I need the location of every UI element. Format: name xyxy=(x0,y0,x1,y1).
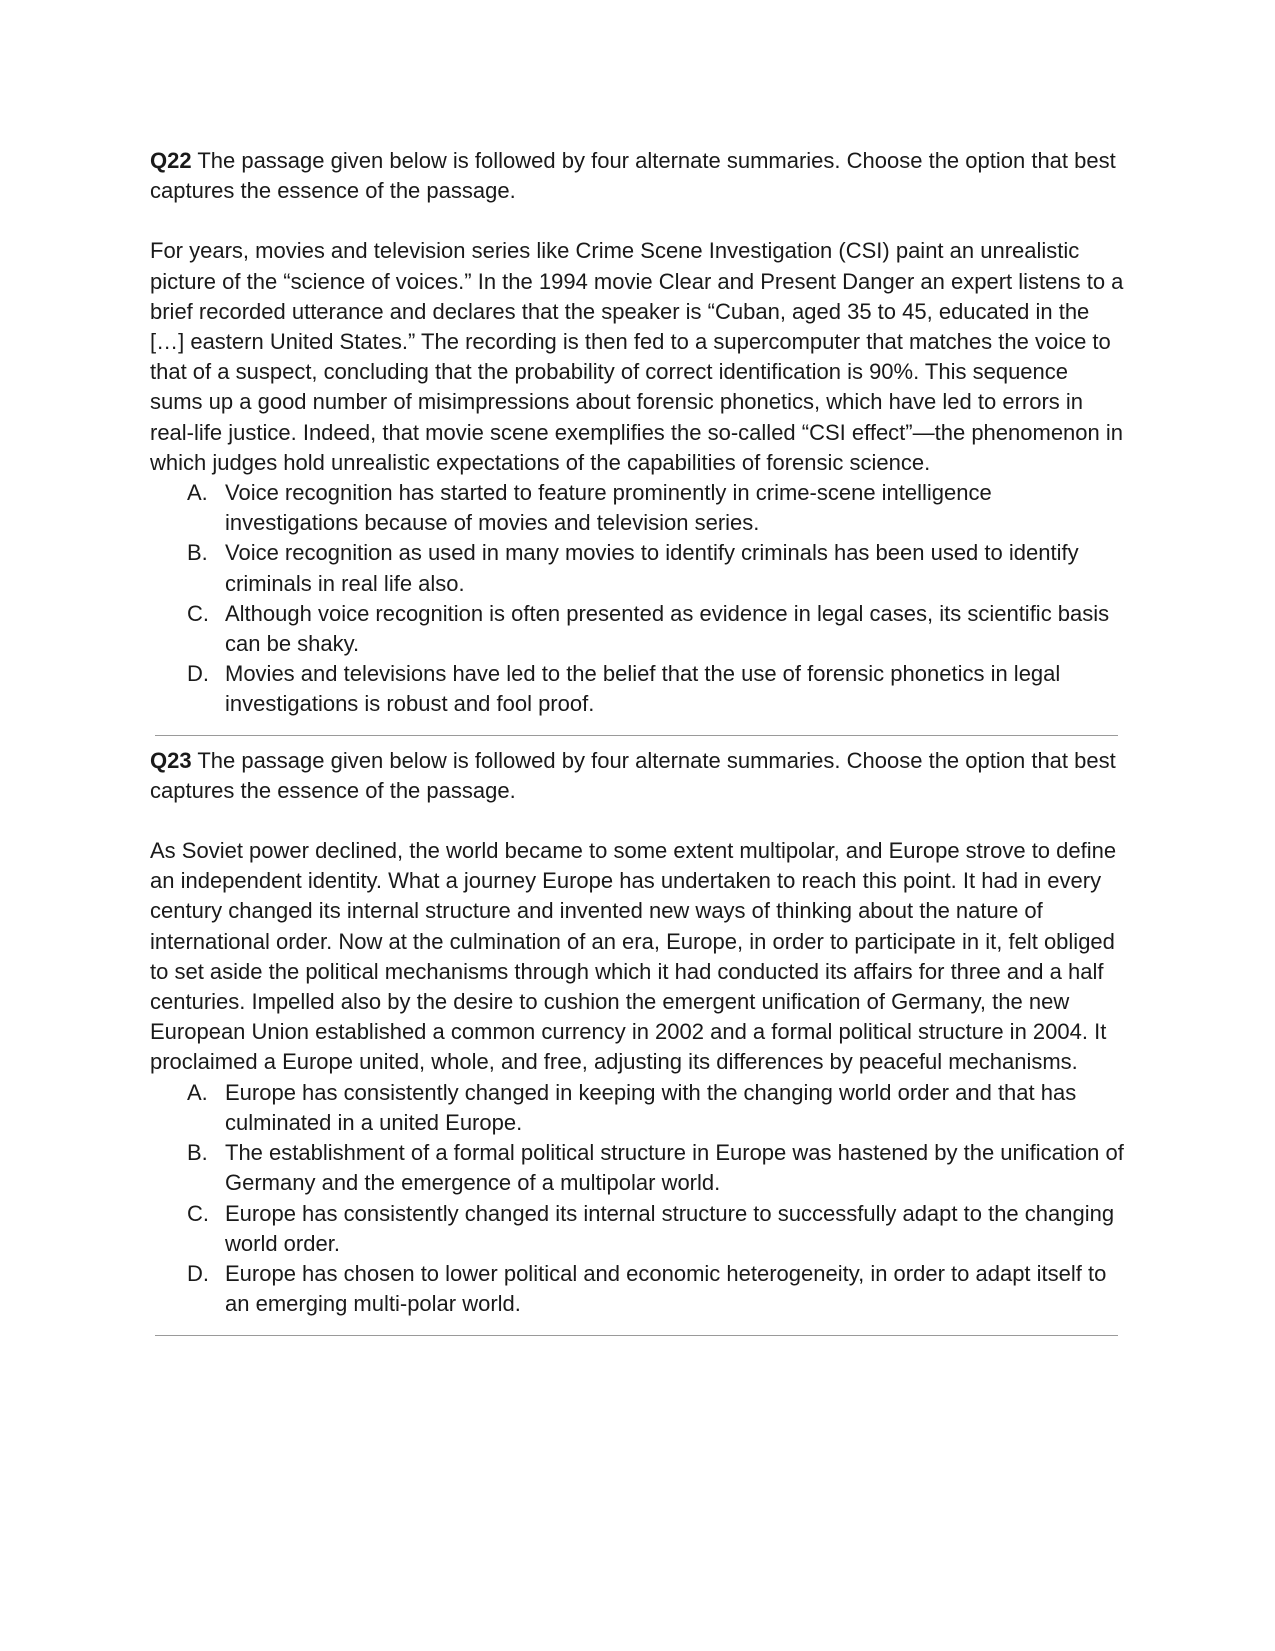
option-text: Europe has consistently changed its internal structure to successfully adapt to the changing world order. xyxy=(225,1200,1115,1256)
section-divider xyxy=(155,1335,1118,1336)
answer-options xyxy=(150,1078,1125,1320)
section-divider xyxy=(155,735,1118,736)
passage-text: As Soviet power declined, the world became to some extent multipolar, and Europe strove to define an independent identity. What a journey Europe has undertaken to reach this point. It had in every century changed its internal structure and invented new ways of thinking about the nature of international order. Now at the culmination of an era, Europe, in order to participate in it, felt obliged to set aside the political mechanisms through which it had conducted its affairs for three and a half centuries. Impelled also by the desire to cushion the emergent unification of Germany, the new European Union established a common currency in 2002 and a formal political structure in 2004. It proclaimed a Europe united, whole, and free, adjusting its differences by peaceful mechanisms. xyxy=(150,838,1117,1075)
question-prompt xyxy=(150,746,1125,806)
question-prompt-text: The passage given below is followed by four alternate summaries. Choose the option that best captures the essence of the passage. xyxy=(150,747,1116,803)
option-letter: C. xyxy=(187,600,209,626)
option-text: Europe has consistently changed in keeping with the changing world order and that has culminated in a united Europe. xyxy=(225,1079,1077,1135)
option-b xyxy=(150,538,1125,598)
option-letter: B. xyxy=(187,1140,208,1166)
option-text: Europe has chosen to lower political and economic heterogeneity, in order to adapt itself to an emerging multi-polar world. xyxy=(225,1260,1107,1317)
option-letter: A. xyxy=(187,1079,208,1105)
option-text: Movies and televisions have led to the belief that the use of forensic phonetics in legal investigations is robust and fool proof. xyxy=(225,661,1061,717)
option-c xyxy=(150,599,1125,659)
option-text: Although voice recognition is often presented as evidence in legal cases, its scientific basis can be shaky. xyxy=(225,600,1110,657)
question-prompt xyxy=(150,146,1125,206)
document-page xyxy=(150,146,1125,1336)
option-d xyxy=(150,1259,1125,1319)
option-a xyxy=(150,478,1125,538)
question-number: Q23 xyxy=(150,747,192,773)
option-letter: D. xyxy=(187,1260,209,1286)
option-b xyxy=(150,1138,1125,1198)
passage-text: For years, movies and television series like Crime Scene Investigation (CSI) paint an unrealistic picture of the “science of voices.” In the 1994 movie Clear and Present Danger an expert listens to a brief recorded utterance and declares that the speaker is “Cuban, aged 35 to 45, educated in the […] eastern United States.” The recording is then fed to a supercomputer that matches the voice to that of a suspect, concluding that the probability of correct identification is 90%. This sequence sums up a good number of misimpressions about forensic phonetics, which have led to errors in real-life justice. Indeed, that movie scene exemplifies the so-called “CSI effect”—the phenomenon in which judges hold unrealistic expectations of the capabilities of forensic science. xyxy=(150,238,1124,475)
option-letter: B. xyxy=(187,540,208,566)
answer-options xyxy=(150,478,1125,720)
option-text: The establishment of a formal political structure in Europe was hastened by the unification of Germany and the emergence of a multipolar world. xyxy=(225,1140,1124,1196)
option-letter: C. xyxy=(187,1200,209,1226)
option-c xyxy=(150,1199,1125,1259)
question-23 xyxy=(150,746,1125,1320)
option-a xyxy=(150,1078,1125,1138)
question-prompt-text: The passage given below is followed by four alternate summaries. Choose the option that best captures the essence of the passage. xyxy=(150,148,1116,204)
option-text: Voice recognition as used in many movies to identify criminals has been used to identify criminals in real life also. xyxy=(225,540,1079,596)
option-letter: A. xyxy=(187,480,208,506)
question-22 xyxy=(150,146,1125,720)
question-number: Q22 xyxy=(150,148,192,173)
option-letter: D. xyxy=(187,661,209,687)
option-text: Voice recognition has started to feature prominently in crime-scene intelligence investigations because of movies and television series. xyxy=(225,480,992,536)
option-d xyxy=(150,659,1125,719)
